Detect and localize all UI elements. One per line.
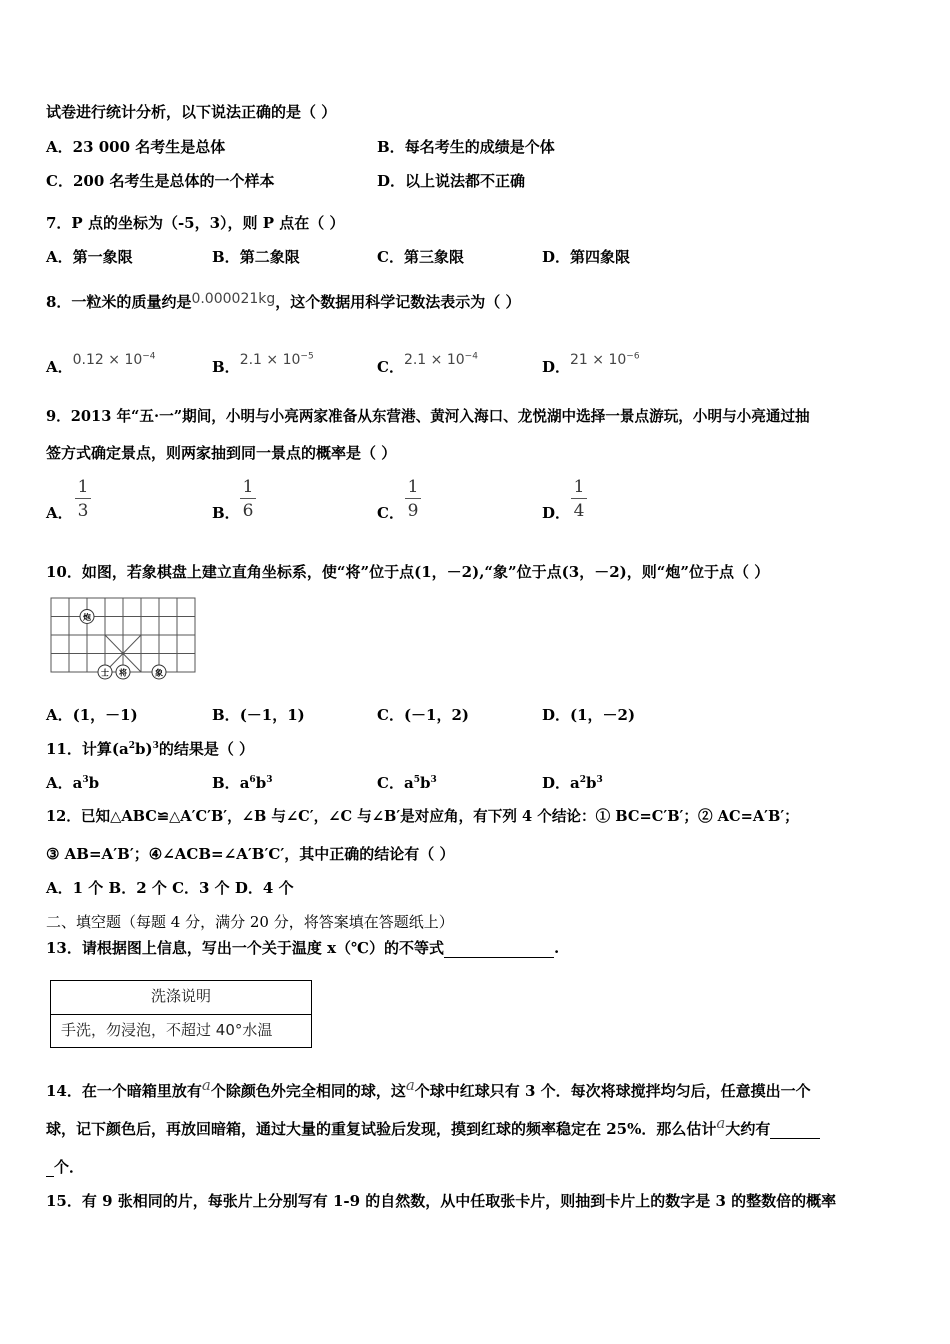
table-header: 洗涤说明 [51,981,311,1015]
q11-stem: 11．计算$(a^2b)^3$的结果是（ ） [46,740,255,758]
q6-option-c: C．200 名考生是总体的一个样本 [46,172,275,190]
q8-stem: 8．一粒米的质量约是0.000021kg，这个数据用科学记数法表示为（ ） [46,291,521,311]
q14-answer-blank-2[interactable] [46,1160,54,1177]
q7-option-c: C．第三象限 [377,248,464,266]
q6-stem: 试卷进行统计分析，以下说法正确的是（ ） [46,103,337,121]
q7-stem: 7．P 点的坐标为（-5，3），则 P 点在（ ） [46,214,345,232]
q11-option-d: D．$a^2b^3$ [542,774,603,792]
svg-text:炮: 炮 [83,613,91,622]
q9-line1: 9．2013 年“五·一”期间，小明与小亮两家准备从东营港、黄河入海口、龙悦湖中选择一景点游玩，小明与小亮通过抽 [46,408,810,425]
q9-option-b-fraction: 1 6 [240,478,256,520]
q6-option-d: D．以上说法都不正确 [377,172,526,190]
q12-line2: ③ AB=A′B′；④∠ACB=∠A′B′C′，其中正确的结论有（ ） [46,845,455,863]
q12-options: A．1 个 B．2 个 C．3 个 D．4 个 [46,879,294,897]
q10-stem: 10．如图，若象棋盘上建立直角坐标系，使“将”位于点(1，－2),“象”位于点(3，－2)，则“炮”位于点（ ） [46,563,770,581]
q9-option-d-fraction: 1 4 [571,478,587,520]
piece-shi [98,665,112,679]
q6-option-b: B．每名考生的成绩是个体 [377,138,555,156]
q7-option-d: D．第四象限 [542,248,631,266]
washing-instructions-table [50,980,312,1048]
table-body: 手洗，勿浸泡，不超过 40°水温 [61,1021,273,1039]
q12-line1: 12．已知△ABC≌△A′C′B′，∠B 与∠C′，∠C 与∠B′是对应角，有下列 4 个结论：① BC=C′B′；② AC=A′B′； [46,808,799,825]
q6-option-a: A．23 000 名考生是总体 [46,138,226,156]
svg-text:将: 将 [119,668,127,678]
q11-option-a: A．$a^3b$ [46,774,100,792]
q10-option-b: B．(－1，1) [212,706,305,724]
q10-option-c: C．(－1，2) [377,706,470,724]
q9-option-c-label: C． [377,504,404,522]
q8-option-c: C．$2.1 \times 10^{-4}$ [377,351,478,376]
q9-option-b-label: B． [212,504,240,522]
q14-line2: 球，记下颜色后，再放回暗箱，通过大量的重复试验后发现，摸到红球的频率稳定在 25%．那么估计a大约有 [46,1119,820,1139]
section-2-heading: 二、填空题（每题 4 分，满分 20 分，将答案填在答题纸上） [46,913,454,931]
chessboard-figure [48,592,200,682]
q11-option-c: C．$a^5b^3$ [377,774,437,792]
q8-value: 0.000021kg [191,291,276,307]
q8-option-b: B．$2.1 \times 10^{-5}$ [212,351,314,376]
q8-option-a: A．$0.12 \times 10^{-4}$ [46,351,156,376]
q9-line2: 签方式确定景点，则两家抽到同一景点的概率是（ ） [46,444,397,462]
q7-option-a: A．第一象限 [46,248,133,266]
q8-option-d: D．$21 \times 10^{-6}$ [542,351,640,376]
q9-option-d-label: D． [542,504,571,522]
piece-pao [80,610,94,624]
svg-text:象: 象 [155,668,163,678]
piece-xiang [152,665,166,679]
q13-stem: 13．请根据图上信息，写出一个关于温度 x（℃）的不等式 . [46,939,560,957]
q14-line3: 个． [46,1157,84,1177]
q13-answer-blank[interactable] [444,941,554,958]
q10-option-a: A．(1，－1) [46,706,138,724]
piece-jiang [116,665,130,679]
svg-text:士: 士 [101,668,109,678]
q9-option-c-fraction: 1 9 [405,478,421,520]
q15-stem: 15．有 9 张相同的片，每张片上分别写有 1-9 的自然数，从中任取张卡片，则抽到卡片上的数字是 3 的整数倍的概率 [46,1192,837,1210]
q14-line1: 14．在一个暗箱里放有a个除颜色外完全相同的球，这a个球中红球只有 3 个．每次将球搅拌均匀后，任意摸出一个 [46,1076,811,1100]
q9-option-a-label: A． [46,504,73,522]
q9-option-a-fraction: 1 3 [75,478,91,520]
q10-option-d: D．(1，－2) [542,706,636,724]
q7-option-b: B．第二象限 [212,248,300,266]
q11-option-b: B．$a^6b^3$ [212,774,273,792]
q14-answer-blank-1[interactable] [770,1122,820,1139]
